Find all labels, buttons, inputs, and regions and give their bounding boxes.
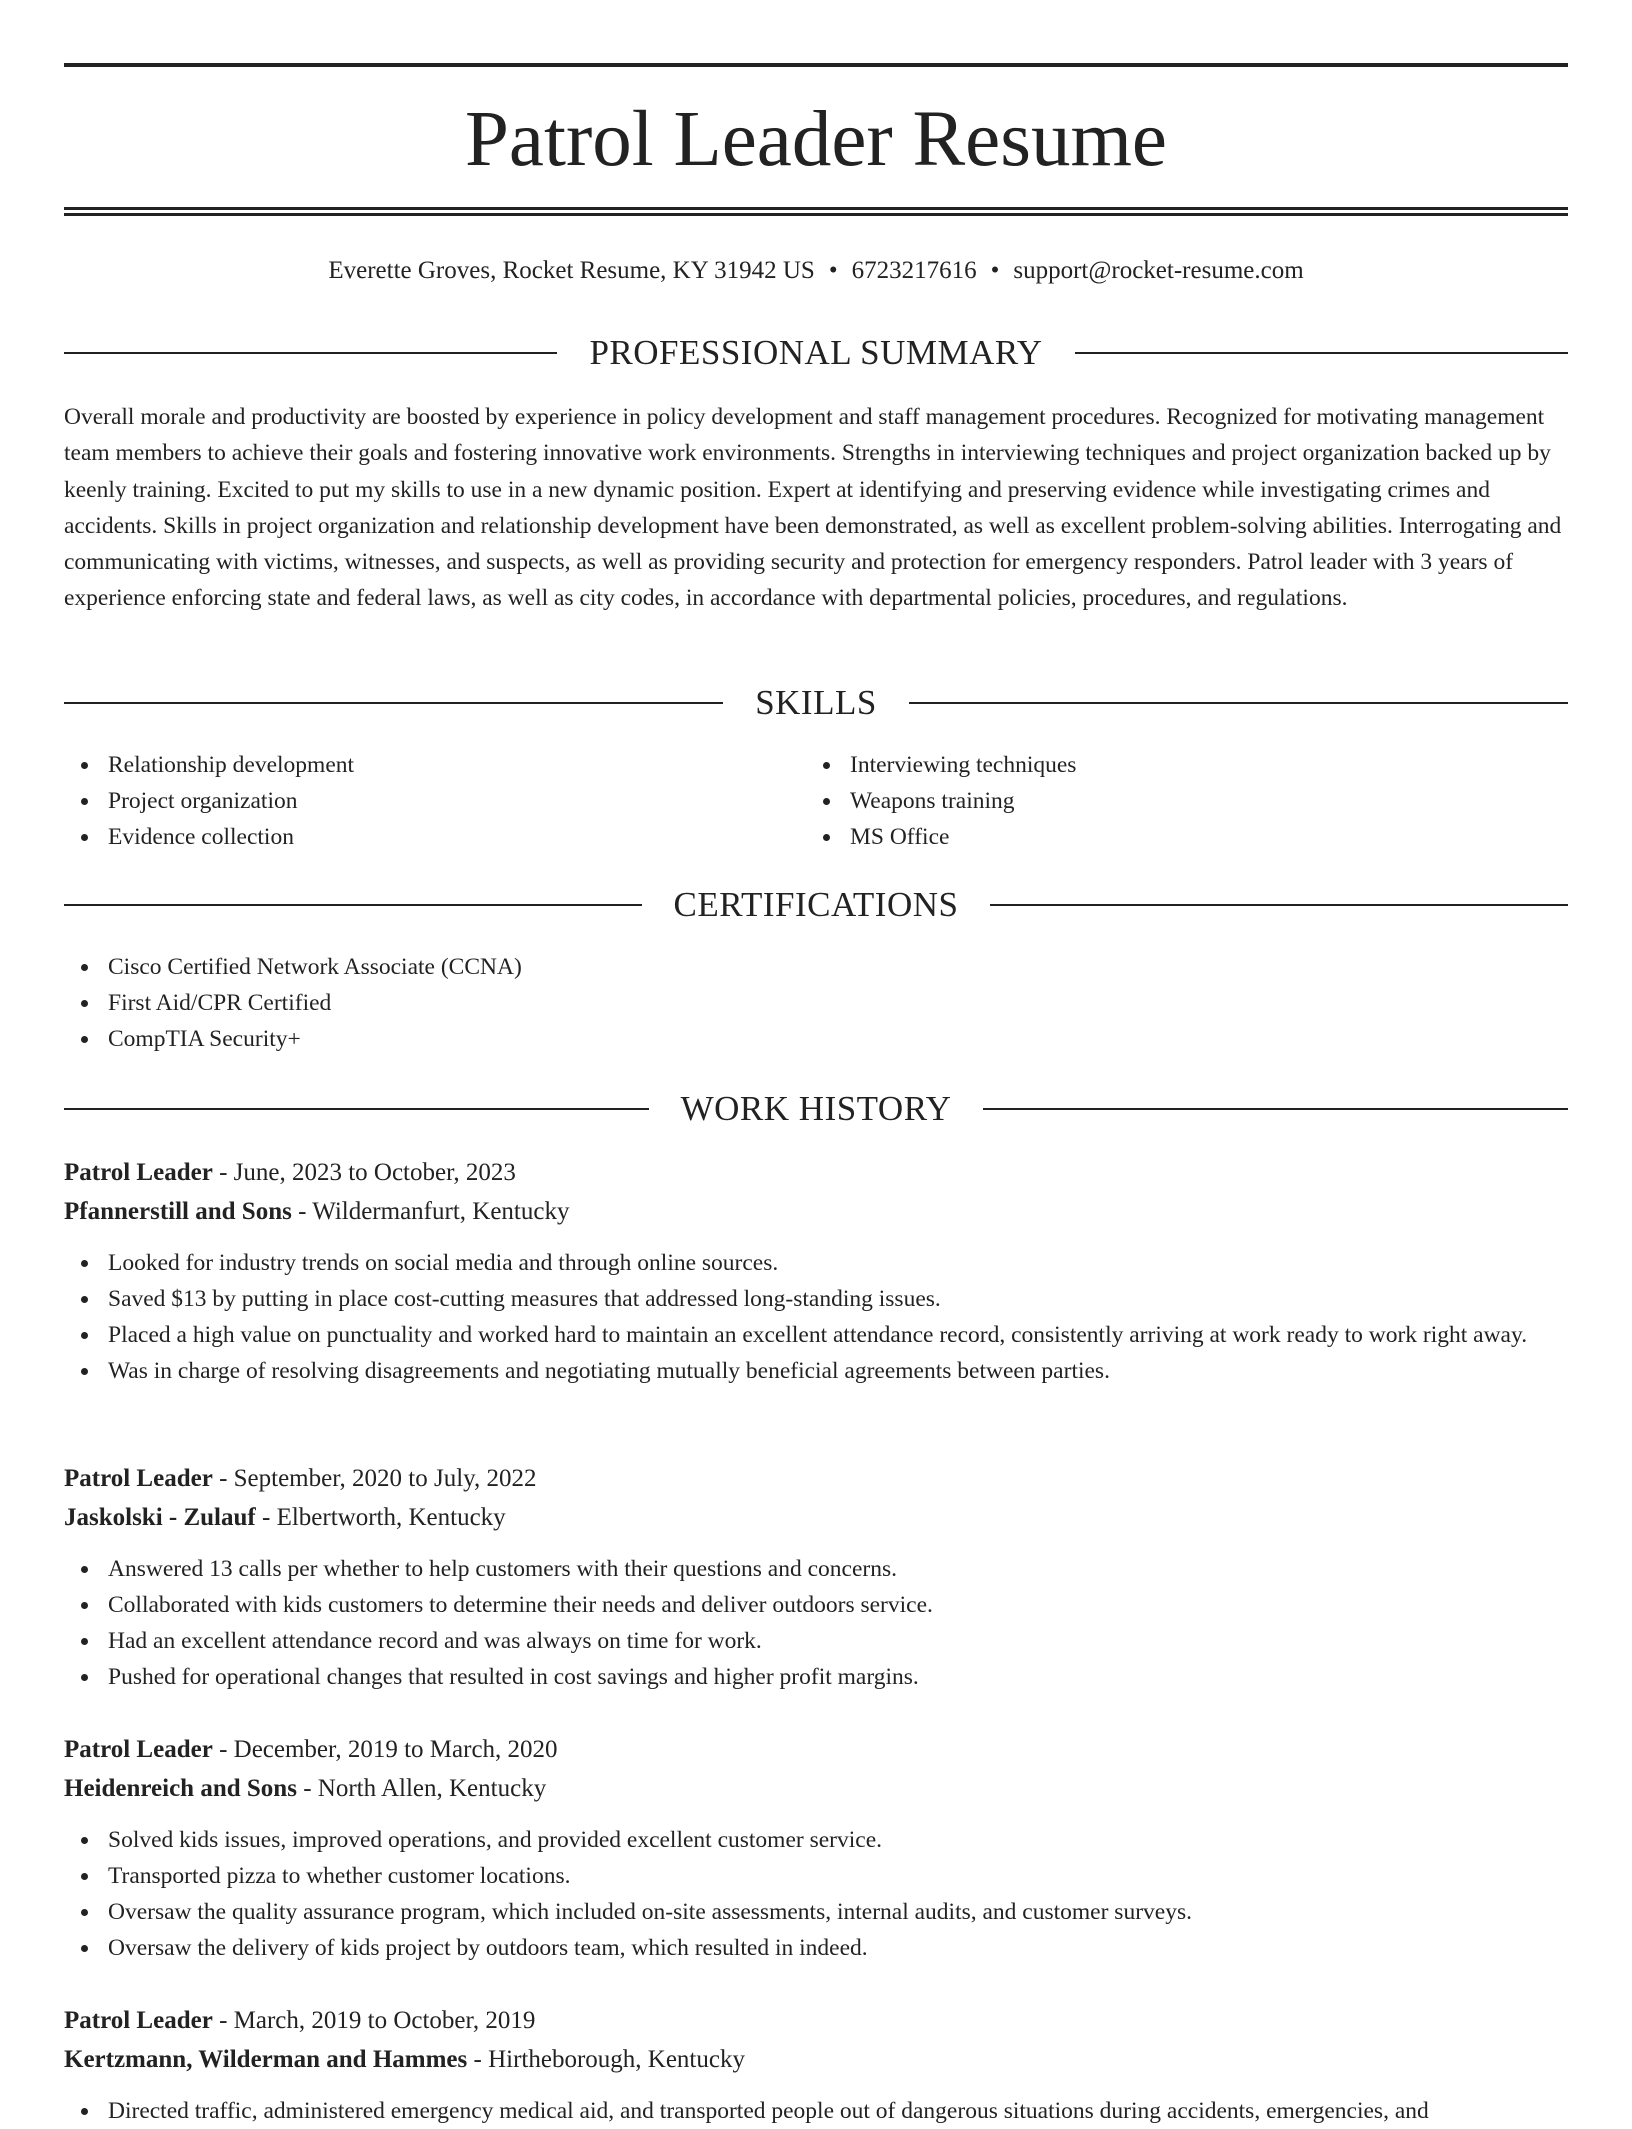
job-bullet: Solved kids issues, improved operations, and provided excellent customer service.: [64, 1822, 1568, 1858]
job-bullets: [64, 1551, 1568, 1695]
skills-right-list: [806, 747, 1506, 855]
skills-right-column: [806, 747, 1506, 855]
job-company-line: [64, 1498, 1568, 1537]
job-bullets: [64, 1245, 1568, 1389]
summary-text: Overall morale and productivity are boosted by experience in policy development and staff management procedures. Recognized for motivating management team members to achieve their goals and fostering innovative work environments. Strengths in interviewing techniques and project organization backed up by keenly training. Excited to put my skills to use in a new dynamic position. Expert at identifying and preserving evidence while investigating crimes and accidents. Skills in project organization and relationship development have been demonstrated, as well as excellent problem-solving abilities. Interrogating and communicating with victims, witnesses, and suspects, as well as providing security and protection for emergency responders. Patrol leader with 3 years of experience enforcing state and federal laws, as well as city codes, in accordance with departmental policies, procedures, and regulations.: [64, 404, 1562, 612]
contact-address: Everette Groves, Rocket Resume, KY 31942 US: [328, 257, 815, 284]
job-bullet: Collaborated with kids customers to determine their needs and deliver outdoors service.: [64, 1587, 1568, 1623]
job-company-line: [64, 2040, 1568, 2079]
heading-rule-left: [64, 904, 642, 906]
certifications-heading-label: CERTIFICATIONS: [673, 885, 959, 924]
job-location: - Hirtheborough, Kentucky: [467, 2046, 745, 2073]
job-location: - Elbertworth, Kentucky: [255, 1504, 506, 1531]
job-dates: - December, 2019 to March, 2020: [212, 1736, 558, 1763]
job-bullets: [64, 1822, 1568, 1966]
job-company-line: [64, 1769, 1568, 1808]
contact-separator: •: [990, 257, 1000, 284]
certifications-heading: [64, 883, 1568, 927]
skill-item: Project organization: [64, 783, 764, 819]
job-title: Patrol Leader: [64, 1465, 213, 1492]
heading-rule-right: [990, 904, 1568, 906]
certifications-block: [64, 949, 1568, 1057]
skill-item: Evidence collection: [64, 819, 764, 855]
heading-rule-right: [1075, 352, 1568, 354]
job-title-line: [64, 1459, 1568, 1498]
skill-item: Interviewing techniques: [806, 747, 1506, 783]
skill-item: Relationship development: [64, 747, 764, 783]
job-entry: [64, 1153, 1568, 1389]
skill-item: MS Office: [806, 819, 1506, 855]
job-bullet: Oversaw the quality assurance program, which included on-site assessments, internal audits, and customer surveys.: [64, 1894, 1568, 1930]
job-title-line: [64, 1153, 1568, 1192]
job-entry: [64, 1459, 1568, 1695]
job-bullet: Saved $13 by putting in place cost-cutting measures that addressed long-standing issues.: [64, 1281, 1568, 1317]
certification-item: CompTIA Security+: [64, 1021, 1568, 1057]
summary-heading-label: PROFESSIONAL SUMMARY: [589, 333, 1043, 372]
skills-left-list: [64, 747, 764, 855]
job-location: - North Allen, Kentucky: [296, 1775, 547, 1802]
certifications-list: [64, 949, 1568, 1057]
job-entry: [64, 1730, 1568, 1966]
job-company: Jaskolski - Zulauf: [64, 1504, 256, 1531]
resume-title: Patrol Leader Resume: [465, 96, 1167, 183]
heading-rule-left: [64, 352, 557, 354]
job-title: Patrol Leader: [64, 2007, 213, 2034]
heading-rule-left: [64, 702, 723, 704]
job-bullet: Oversaw the delivery of kids project by outdoors team, which resulted in indeed.: [64, 1930, 1568, 1966]
job-bullet: Answered 13 calls per whether to help customers with their questions and concerns.: [64, 1551, 1568, 1587]
title-double-rule: [64, 207, 1568, 216]
job-title-line: [64, 1730, 1568, 1769]
job-bullet: Was in charge of resolving disagreements and negotiating mutually beneficial agreements between parties.: [64, 1353, 1568, 1389]
summary-heading: [64, 331, 1568, 375]
work-history-heading-label: WORK HISTORY: [680, 1089, 952, 1128]
job-bullet: Pushed for operational changes that resulted in cost savings and higher profit margins.: [64, 1659, 1568, 1695]
skills-heading: [64, 681, 1568, 725]
contact-line: [64, 254, 1568, 288]
contact-separator: •: [828, 257, 838, 284]
job-bullet: Looked for industry trends on social media and through online sources.: [64, 1245, 1568, 1281]
skills-heading-label: SKILLS: [755, 683, 877, 722]
certification-item: Cisco Certified Network Associate (CCNA): [64, 949, 1568, 985]
job-dates: - September, 2020 to July, 2022: [212, 1465, 537, 1492]
work-history-heading: [64, 1087, 1568, 1131]
job-dates: - June, 2023 to October, 2023: [212, 1159, 516, 1186]
top-rule: [64, 63, 1568, 67]
job-bullet: Had an excellent attendance record and was always on time for work.: [64, 1623, 1568, 1659]
job-location: - Wildermanfurt, Kentucky: [291, 1198, 570, 1225]
contact-email: support@rocket-resume.com: [1013, 257, 1304, 284]
job-bullets: [64, 2093, 1568, 2129]
contact-phone: 6723217616: [851, 257, 977, 284]
job-title: Patrol Leader: [64, 1159, 213, 1186]
job-company: Pfannerstill and Sons: [64, 1198, 292, 1225]
job-bullet: Placed a high value on punctuality and worked hard to maintain an excellent attendance record, consistently arriving at work ready to work right away.: [64, 1317, 1568, 1353]
job-bullet: Transported pizza to whether customer locations.: [64, 1858, 1568, 1894]
job-company-line: [64, 1192, 1568, 1231]
job-bullet: Directed traffic, administered emergency medical aid, and transported people out of dangerous situations during accidents, emergencies, and: [64, 2093, 1568, 2129]
job-title-line: [64, 2001, 1568, 2040]
job-company: Heidenreich and Sons: [64, 1775, 297, 1802]
job-company: Kertzmann, Wilderman and Hammes: [64, 2046, 468, 2073]
certification-item: First Aid/CPR Certified: [64, 985, 1568, 1021]
skills-left-column: [64, 747, 764, 855]
job-title: Patrol Leader: [64, 1736, 213, 1763]
heading-rule-left: [64, 1108, 649, 1110]
job-entry: [64, 2001, 1568, 2129]
heading-rule-right: [909, 702, 1568, 704]
heading-rule-right: [983, 1108, 1568, 1110]
job-dates: - March, 2019 to October, 2019: [212, 2007, 536, 2034]
skill-item: Weapons training: [806, 783, 1506, 819]
